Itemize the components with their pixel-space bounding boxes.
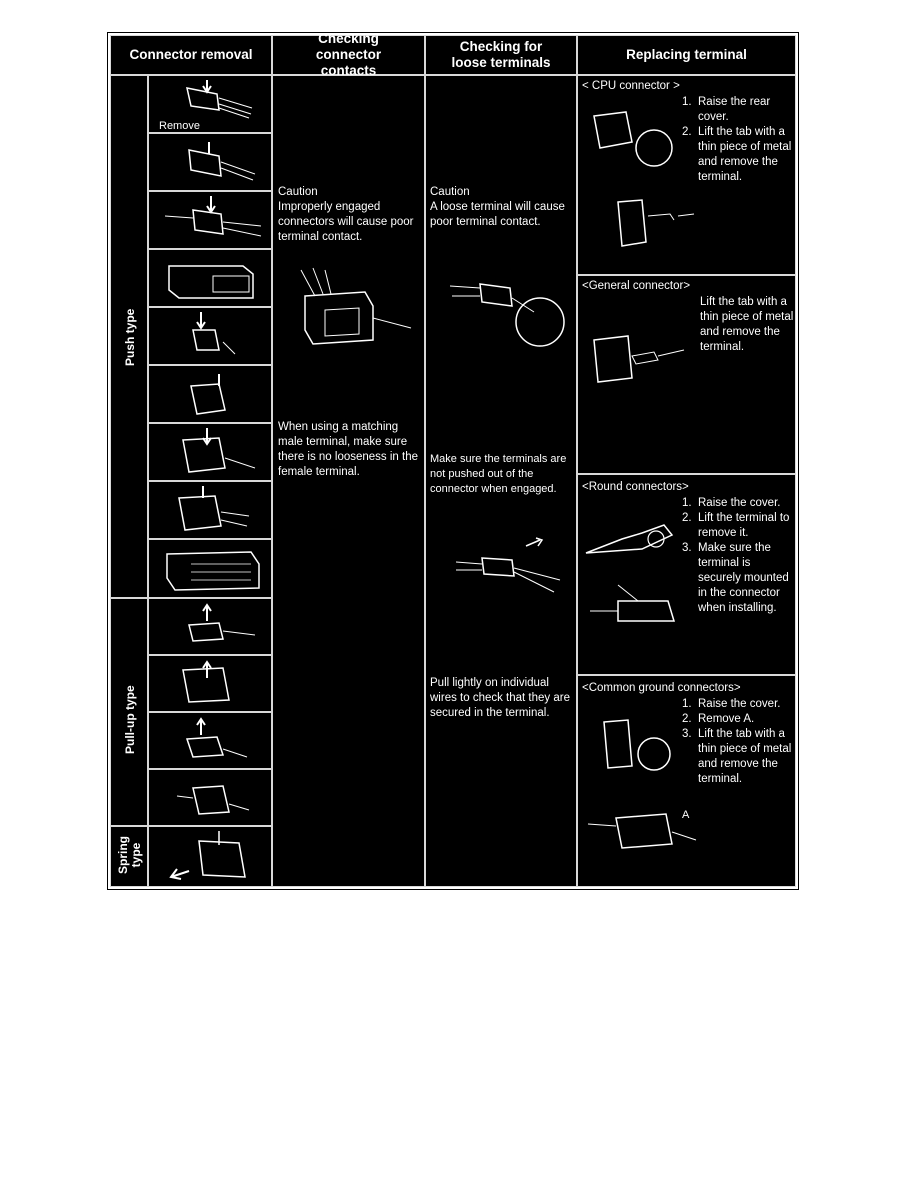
- round-step-3: 3. Make sure the terminal is securely mounted in the connector when installing.: [682, 542, 789, 614]
- header-checking-loose: Checking for loose terminals: [425, 35, 577, 75]
- ground-connector-cell: [577, 675, 796, 887]
- push-connector-icon: [177, 140, 257, 186]
- checking-loose-cell: [425, 75, 577, 887]
- ground-label-a: A: [682, 809, 690, 821]
- cpu-connector-cell: [577, 75, 796, 275]
- checking-contacts-cell: [272, 75, 425, 887]
- push-connector-icon: [169, 486, 259, 536]
- cpu-connector-title: < CPU connector >: [582, 80, 680, 92]
- connector-procedures-table: [108, 33, 798, 889]
- round-step-1: 1. Raise the cover.: [682, 497, 781, 509]
- removal-illustration-5: [148, 307, 272, 365]
- pullup-connector-icon: [173, 660, 253, 708]
- round-connector-cell: [577, 474, 796, 675]
- header-replacing-terminal: Replacing terminal: [577, 35, 796, 75]
- terminal-engaged-icon: [456, 536, 566, 606]
- push-type-label: Push type: [123, 308, 137, 366]
- pullup-type-cell: [110, 598, 148, 826]
- pullup-connector-icon: [173, 717, 253, 765]
- ground-step-2: 2. Remove A.: [682, 713, 755, 725]
- removal-illustration-4: [148, 249, 272, 307]
- ground-step-3: 3. Lift the tab with a thin piece of metal and remove the terminal.: [682, 728, 792, 785]
- remove-label: Remove: [159, 120, 200, 132]
- contacts-caution-text: Improperly engaged connectors will cause poor terminal contact.: [278, 201, 414, 243]
- ground-connector-icon: [594, 712, 680, 782]
- push-type-cell: [110, 75, 148, 598]
- removal-illustration-6: [148, 365, 272, 423]
- removal-illustration-12: [148, 712, 272, 769]
- removal-illustration-2: [148, 133, 272, 191]
- round-terminal-icon: [588, 581, 684, 637]
- contacts-matching-text: When using a matching male terminal, make sure there is no looseness in the female terminal.: [278, 421, 419, 478]
- general-connector-icon: [584, 320, 696, 392]
- ground-connector-title: <Common ground connectors>: [582, 682, 741, 694]
- push-connector-icon: [165, 196, 265, 246]
- header-checking-contacts: Checking connector contacts: [272, 35, 425, 75]
- removal-illustration-9: [148, 539, 272, 598]
- removal-illustration-13: [148, 769, 272, 826]
- general-connector-text: Lift the tab with a thin piece of metal and remove the terminal.: [700, 296, 794, 353]
- removal-illustration-7: [148, 423, 272, 481]
- cpu-step-1: 1. Raise the rear cover.: [682, 96, 771, 123]
- push-connector-icon: [179, 370, 249, 420]
- spring-type-cell: [110, 826, 148, 887]
- removal-illustration-3: [148, 191, 272, 249]
- ground-step-1: 1. Raise the cover.: [682, 698, 781, 710]
- round-steps: [682, 496, 796, 616]
- spring-connector-icon: [169, 831, 259, 883]
- removal-illustration-11: [148, 655, 272, 712]
- loose-pull-text: Pull lightly on individual wires to check that they are secured in the terminal.: [430, 677, 570, 719]
- general-connector-cell: [577, 275, 796, 474]
- cpu-connector-icon: [586, 102, 678, 172]
- spring-type-label: Spring type: [116, 836, 143, 874]
- removal-illustration-14: [148, 826, 272, 887]
- cpu-steps: [682, 95, 794, 185]
- pullup-connector-icon: [169, 603, 259, 651]
- push-connector-icon: [177, 80, 257, 120]
- removal-illustration-1: [148, 75, 272, 133]
- round-connector-title: <Round connectors>: [582, 481, 689, 493]
- removal-illustration-10: [148, 598, 272, 655]
- loose-terminal-check-icon: [450, 262, 570, 356]
- multi-pin-connector-icon: [161, 544, 265, 594]
- general-connector-title: <General connector>: [582, 280, 691, 292]
- round-connector-icon: [582, 505, 682, 565]
- loose-caution-text: A loose terminal will cause poor terminal contact.: [430, 201, 565, 228]
- pullup-connector-icon: [173, 774, 253, 822]
- loose-pushed-text: Make sure the terminals are not pushed out of the connector when engaged.: [430, 453, 567, 495]
- pullup-type-label: Pull-up type: [123, 685, 137, 754]
- box-connector-icon: [163, 256, 263, 302]
- female-connector-icon: [295, 266, 415, 356]
- cpu-step-2: 2. Lift the tab with a thin piece of metal and remove the terminal.: [682, 126, 792, 183]
- push-connector-icon: [179, 312, 249, 362]
- loose-caution-title: Caution: [430, 186, 470, 198]
- cpu-terminal-icon: [608, 186, 698, 258]
- ground-steps: [682, 697, 796, 787]
- contacts-caution-title: Caution: [278, 186, 318, 198]
- push-connector-icon: [169, 428, 259, 478]
- round-step-2: 2. Lift the terminal to remove it.: [682, 512, 790, 539]
- header-connector-removal: Connector removal: [110, 35, 272, 75]
- removal-illustration-8: [148, 481, 272, 539]
